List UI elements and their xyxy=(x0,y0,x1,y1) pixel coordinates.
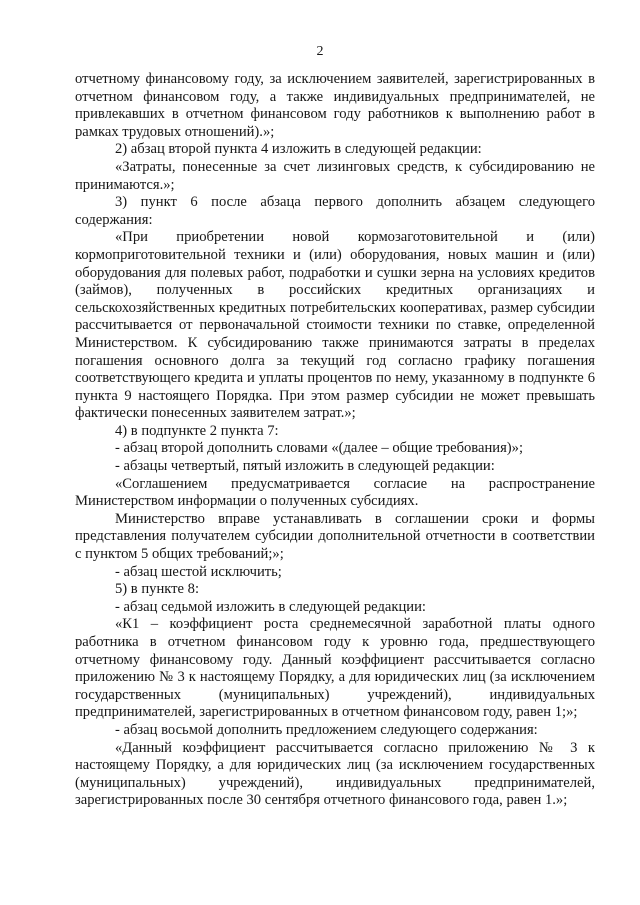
paragraph: - абзацы четвертый, пятый изложить в следующей редакции: xyxy=(115,458,495,475)
paragraph: - абзац шестой исключить; xyxy=(115,563,282,580)
paragraph: отчетному финансовому году, за исключением заявителей, зарегистрированных в отчетном финансовом году, а также индивидуальных предпринимателей, не привлекавших в отчетном финансовом году работников к выполнению работ в рамках трудовых отношений).»; xyxy=(75,71,595,140)
paragraph: 4) в подпункте 2 пункта 7: xyxy=(115,422,279,439)
document-body xyxy=(75,71,595,810)
paragraph: «При приобретении новой кормозаготовительной и (или) кормоприготовительной техники и (или) оборудования, новых машин и (или) оборудования для полевых работ, подработки и сушки зерна на условиях кредитов (займов), полученных в российских кредитных организациях и сельскохозяйственных кредитных потребительских кооперативах, размер субсидии рассчитывается от первоначальной стоимости техники по ставке, определенной Министерством. К субсидированию также принимаются затраты в пределах погашения основного долга за текущий год согласно графику погашения соответствующего кредита и уплаты процентов по нему, указанному в подпункте 6 пункта 9 настоящего Порядка. При этом размер субсидии не может превышать фактически понесенных заявителем затрат.»; xyxy=(75,229,595,422)
paragraph: «К1 – коэффициент роста среднемесячной заработной платы одного работника в отчетном финансовом году к уровню года, предшествующего отчетному финансовому году. Данный коэффициент рассчитывается согласно приложению № 3 к настоящему Порядку, а для юридических лиц (за исключением государственных (муниципальных) учреждений), индивидуальных предпринимателей, зарегистрированных в отчетном финансовом году, равен 1;»; xyxy=(75,616,595,721)
paragraph: - абзац восьмой дополнить предложением следующего содержания: xyxy=(115,721,538,738)
paragraph: 3) пункт 6 после абзаца первого дополнить абзацем следующего содержания: xyxy=(75,194,595,228)
paragraph: «Данный коэффициент рассчитывается согласно приложению № 3 к настоящему Порядку, а для юридических лиц (за исключением государственных (муниципальных) учреждений), индивидуальных предпринимателей, зарегистрированных после 30 сентября отчетного финансового года, равен 1.»; xyxy=(75,739,595,809)
paragraph: «Затраты, понесенные за счет лизинговых средств, к субсидированию не принимаются.»; xyxy=(75,158,595,193)
paragraph: - абзац седьмой изложить в следующей редакции: xyxy=(115,598,426,615)
page-number: 2 xyxy=(316,44,324,59)
paragraph: - абзац второй дополнить словами «(далее – общие требования)»; xyxy=(115,440,524,457)
paragraph: 5) в пункте 8: xyxy=(115,581,200,598)
paragraph: Министерство вправе устанавливать в соглашении сроки и формы представления получателем субсидии дополнительной отчетности в соответствии с пунктом 5 общих требований;»; xyxy=(75,510,595,563)
paragraph: 2) абзац второй пункта 4 изложить в следующей редакции: xyxy=(115,141,482,158)
paragraph: «Соглашением предусматривается согласие на распространение Министерством информации о полученных субсидиях. xyxy=(75,475,595,510)
